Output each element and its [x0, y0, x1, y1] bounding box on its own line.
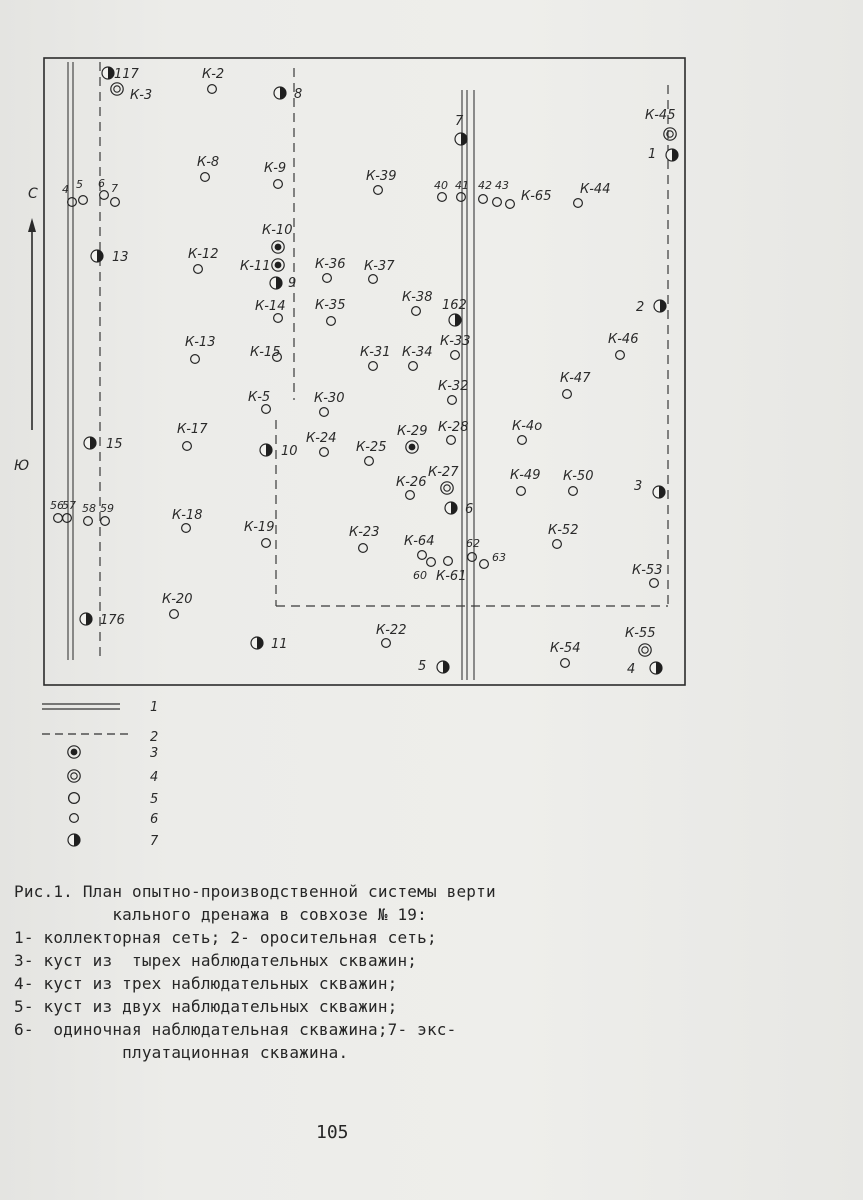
well-label: 13 [112, 250, 129, 265]
well-symbol-single [448, 396, 457, 405]
well-label: К-61 [436, 569, 467, 584]
well-label: 176 [100, 613, 125, 628]
well-symbol-cluster-3 [664, 128, 676, 140]
well-k-34 [402, 345, 432, 370]
well-k-17 [177, 422, 208, 450]
well-label: К-18 [172, 508, 203, 523]
well-label: К-44 [580, 182, 611, 197]
well-label: 56 [50, 499, 64, 512]
well-symbol-single [201, 173, 210, 182]
well-label: К-19 [244, 520, 275, 535]
well-label: К-33 [440, 334, 471, 349]
caption-line: Рис.1. План опытно-производственной системы верти [14, 882, 496, 901]
well-symbol-cluster-3 [441, 482, 453, 494]
well-symbol-exploitation [260, 444, 272, 456]
well-k-5 [248, 390, 270, 413]
well-symbol-exploitation [102, 67, 114, 79]
well-label: 5 [418, 659, 427, 674]
well-k-46 [608, 332, 638, 359]
well-symbol-single [369, 275, 378, 284]
well-k-2 [202, 67, 224, 93]
legend-number: 2 [150, 730, 159, 745]
legend-number: 5 [150, 792, 159, 807]
well-k-29 [397, 424, 427, 453]
figure-caption [14, 880, 654, 1064]
well-symbol-exploitation [274, 87, 286, 99]
well-k-54 [550, 641, 580, 667]
north-south-arrow [14, 186, 38, 474]
well-label: К-5 [248, 390, 271, 405]
well-60 [413, 558, 435, 582]
well-label: 11 [271, 637, 288, 652]
well-symbol-cluster-4 [272, 241, 284, 253]
well-label: К-27 [428, 465, 459, 480]
well-label: К-2 [202, 67, 225, 82]
well-label: 41 [455, 179, 469, 192]
well-k-47 [560, 371, 591, 398]
well-57 [62, 499, 76, 522]
well-label: К-49 [510, 468, 541, 483]
well-symbol-single [406, 491, 415, 500]
well-k-4o [512, 419, 542, 444]
well-label: 60 [413, 569, 427, 582]
well-label: К-45 [645, 108, 676, 123]
well-symbol-exploitation [449, 314, 461, 326]
well-k-28 [438, 420, 468, 444]
well-15 [84, 437, 123, 452]
well-k-35 [315, 298, 345, 325]
legend-item-7 [68, 834, 159, 849]
well-symbol-single [100, 191, 109, 200]
well-k-10 [262, 223, 292, 253]
well-label: К-25 [356, 440, 387, 455]
well-label: К-47 [560, 371, 591, 386]
well-k-50 [563, 469, 593, 495]
well-label: 117 [114, 67, 139, 82]
well-k-33 [440, 334, 470, 359]
well-symbol-exploitation [437, 661, 449, 673]
well-symbol-single [444, 557, 453, 566]
well-symbol-exploitation [654, 300, 666, 312]
legend-item-4 [68, 770, 158, 785]
well-k-36 [315, 257, 345, 282]
well-label: К-65 [521, 189, 552, 204]
well-symbol-single [553, 540, 562, 549]
well-symbol-single [457, 193, 466, 202]
well-symbol-single [574, 199, 583, 208]
well-k-49 [510, 468, 540, 495]
well-k-65 [506, 189, 552, 208]
well-label: 6 [465, 502, 474, 517]
well-label: К-4о [512, 419, 543, 434]
well-40 [434, 179, 448, 201]
well-symbol-cluster-4 [272, 259, 284, 271]
well-k-23 [349, 525, 379, 552]
well-label: К-11 [240, 259, 271, 274]
well-label: К-29 [397, 424, 428, 439]
well-k-13 [185, 335, 215, 363]
well-symbol-single [79, 196, 88, 205]
well-symbol-single [54, 514, 63, 523]
well-162 [442, 298, 467, 326]
well-symbol-cluster-4 [406, 441, 418, 453]
well-k-32 [438, 379, 468, 404]
caption-line: 4- куст из трех наблюдательных скважин; [14, 974, 398, 993]
well-42 [478, 179, 492, 203]
well-7b [111, 182, 120, 206]
well-59 [100, 502, 114, 525]
well-symbol-exploitation [650, 662, 662, 674]
well-symbol-single [262, 539, 271, 548]
well-label: К-34 [402, 345, 433, 360]
well-symbol-single [208, 85, 217, 94]
well-symbol-single [418, 551, 427, 560]
well-symbol-exploitation [455, 133, 467, 145]
well-117 [102, 67, 140, 82]
well-label: К-24 [306, 431, 337, 446]
well-k-11 [240, 259, 284, 274]
well-symbol-single [447, 436, 456, 445]
well-symbol-exploitation [666, 149, 678, 161]
well-symbol-single [517, 487, 526, 496]
well-label: 59 [100, 502, 114, 515]
well-6 [98, 177, 108, 199]
well-62 [466, 537, 480, 561]
well-symbol-single [427, 558, 436, 567]
well-label: 4 [627, 662, 636, 677]
well-label: 63 [492, 551, 506, 564]
well-label: К-23 [349, 525, 380, 540]
well-symbol-single [320, 448, 329, 457]
well-k-15 [250, 345, 281, 361]
well-11 [251, 637, 288, 652]
well-symbol-single [101, 517, 110, 526]
well-label: К-30 [314, 391, 345, 406]
well-k-45 [645, 108, 676, 140]
well-k-12 [188, 247, 218, 273]
well-symbol-single [506, 200, 515, 209]
well-k-19 [244, 520, 274, 547]
well-label: К-37 [364, 259, 395, 274]
well-symbol-cluster-3 [111, 83, 123, 95]
well-symbol-exploitation [653, 486, 665, 498]
well-symbol-single [323, 274, 332, 283]
legend-symbol-single [70, 814, 79, 823]
well-label: К-9 [264, 161, 287, 176]
well-label: К-15 [250, 345, 281, 360]
well-k-18 [172, 508, 202, 532]
well-9 [270, 276, 296, 291]
well-symbol-single [327, 317, 336, 326]
legend-symbol-cluster-3 [68, 770, 80, 782]
well-k-37 [364, 259, 395, 283]
well-3 [634, 479, 665, 498]
well-symbol-single [194, 265, 203, 274]
well-symbol-single [518, 436, 527, 445]
well-label: 162 [442, 298, 467, 313]
well-label: К-36 [315, 257, 346, 272]
well-symbol-single [170, 610, 179, 619]
well-k-20 [162, 592, 192, 618]
legend-item-6 [70, 812, 159, 827]
well-symbol-single [191, 355, 200, 364]
well-symbol-single [451, 351, 460, 360]
well-symbol-cluster-3 [639, 644, 651, 656]
well-symbol-single [382, 639, 391, 648]
caption-line: 5- куст из двух наблюдательных скважин; [14, 997, 398, 1016]
well-4 [62, 183, 76, 206]
well-label: 5 [76, 178, 83, 191]
collector-network [68, 62, 474, 680]
well-label: К-39 [366, 169, 397, 184]
well-label: К-35 [315, 298, 346, 313]
well-label: 6 [98, 177, 105, 190]
legend-number: 3 [150, 746, 159, 761]
well-symbol-exploitation [270, 277, 282, 289]
well-symbol-single [183, 442, 192, 451]
well-symbol-single [479, 195, 488, 204]
well-k-9 [264, 161, 286, 188]
well-k-31 [360, 345, 390, 370]
well-symbol-single [563, 390, 572, 399]
well-symbol-single [68, 198, 77, 207]
well-symbol-single [320, 408, 329, 417]
well-label: К-8 [197, 155, 220, 170]
well-label: К-32 [438, 379, 469, 394]
well-symbol-exploitation [445, 502, 457, 514]
well-k-55 [625, 626, 655, 656]
well-k-38 [402, 290, 432, 315]
well-7 [455, 114, 467, 145]
well-k-52 [548, 523, 578, 548]
well-symbol-single [480, 560, 489, 569]
legend-item-2 [150, 730, 158, 745]
well-label: К-22 [376, 623, 407, 638]
well-label: 7 [111, 182, 118, 195]
well-symbol-single [650, 579, 659, 588]
well-label: К-31 [360, 345, 391, 360]
well-symbol-single [493, 198, 502, 207]
well-label: К-55 [625, 626, 656, 641]
well-label: К-28 [438, 420, 469, 435]
well-5 [76, 178, 87, 204]
well-label: К-64 [404, 534, 435, 549]
well-10 [260, 444, 298, 459]
caption-line: 3- куст из тырех наблюдательных скважин; [14, 951, 418, 970]
well-63 [480, 551, 506, 568]
well-k-44 [574, 182, 611, 207]
well-6b [445, 502, 473, 517]
legend-number: 6 [150, 812, 159, 827]
well-symbol-single [412, 307, 421, 316]
legend-number: 7 [150, 834, 159, 849]
well-symbol-single [182, 524, 191, 533]
caption-line: 6- одиночная наблюдательная скважина;7- экс- [14, 1020, 457, 1039]
well-5b [418, 659, 449, 674]
well-symbol-single [438, 193, 447, 202]
well-symbol-single [561, 659, 570, 668]
well-k-14 [255, 299, 285, 322]
well-symbol-single [369, 362, 378, 371]
well-label: 2 [636, 300, 645, 315]
well-label: К-12 [188, 247, 219, 262]
well-k-25 [356, 440, 386, 465]
well-58 [82, 502, 96, 525]
well-label: 57 [62, 499, 76, 512]
well-label: К-52 [548, 523, 579, 538]
legend-symbol-cluster-4 [68, 746, 80, 758]
legend-item-1 [150, 700, 158, 715]
well-k-53 [632, 563, 662, 587]
well-k-24 [306, 431, 336, 456]
well-k-22 [376, 623, 406, 647]
well-1 [648, 147, 678, 162]
well-symbol-exploitation [80, 613, 92, 625]
well-label: К-14 [255, 299, 286, 314]
well-symbol-single [274, 314, 283, 323]
caption-line: кального дренажа в совхозе № 19: [14, 905, 427, 924]
legend-item-3 [68, 746, 158, 761]
well-symbol-single [84, 517, 93, 526]
well-label: К-26 [396, 475, 427, 490]
legend-number: 4 [150, 770, 159, 785]
wells-layer [50, 67, 678, 677]
well-k-8 [197, 155, 219, 181]
well-symbol-single [274, 180, 283, 189]
well-label: 58 [82, 502, 96, 515]
compass-north-label: С [28, 186, 38, 202]
well-k-26 [396, 475, 426, 499]
caption-line: 1- коллекторная сеть; 2- оросительная сеть; [14, 928, 437, 947]
well-label: 8 [294, 87, 303, 102]
well-symbol-exploitation [84, 437, 96, 449]
irrigation-network [100, 62, 668, 660]
well-label: К-13 [185, 335, 216, 350]
well-label: 10 [281, 444, 298, 459]
well-label: К-3 [130, 88, 153, 103]
well-symbol-single [409, 362, 418, 371]
well-symbol-single [63, 514, 72, 523]
well-label: К-17 [177, 422, 208, 437]
well-label: 7 [455, 114, 464, 129]
well-4b [627, 662, 662, 677]
legend [42, 700, 159, 849]
well-label: 9 [288, 276, 297, 291]
well-label: К-54 [550, 641, 581, 656]
legend-number: 1 [150, 700, 159, 715]
well-symbol-single [569, 487, 578, 496]
well-label: 42 [478, 179, 492, 192]
well-k-39 [366, 169, 396, 194]
well-label: К-20 [162, 592, 193, 607]
well-label: 15 [106, 437, 123, 452]
well-symbol-single [365, 457, 374, 466]
well-label: 4 [62, 183, 69, 196]
well-label: 43 [495, 179, 509, 192]
well-176 [80, 613, 125, 628]
well-symbol-single [616, 351, 625, 360]
well-label: К-50 [563, 469, 594, 484]
well-label: 1 [648, 147, 657, 162]
well-label: К-53 [632, 563, 663, 578]
well-k-64 [404, 534, 434, 559]
compass-south-label: Ю [14, 458, 30, 474]
legend-symbol-exploitation [68, 834, 80, 846]
well-k-3 [111, 83, 152, 103]
well-symbol-exploitation [91, 250, 103, 262]
well-symbol-single [111, 198, 120, 207]
well-k-30 [314, 391, 344, 416]
well-label: К-46 [608, 332, 639, 347]
well-label: 62 [466, 537, 480, 550]
well-13 [91, 250, 129, 265]
well-k-27 [428, 465, 459, 494]
legend-item-5 [69, 792, 159, 807]
well-label: К-10 [262, 223, 293, 238]
well-symbol-exploitation [251, 637, 263, 649]
well-label: К-38 [402, 290, 433, 305]
legend-symbol-cluster-2 [69, 793, 80, 804]
caption-line: плуатационная скважина. [14, 1043, 349, 1062]
well-symbol-single [468, 553, 477, 562]
well-symbol-single [374, 186, 383, 195]
well-label: 40 [434, 179, 448, 192]
well-2 [636, 300, 666, 315]
well-label: 3 [634, 479, 643, 494]
well-8 [274, 87, 302, 102]
well-symbol-single [359, 544, 368, 553]
well-symbol-single [262, 405, 271, 414]
page-number: 105 [316, 1122, 349, 1143]
